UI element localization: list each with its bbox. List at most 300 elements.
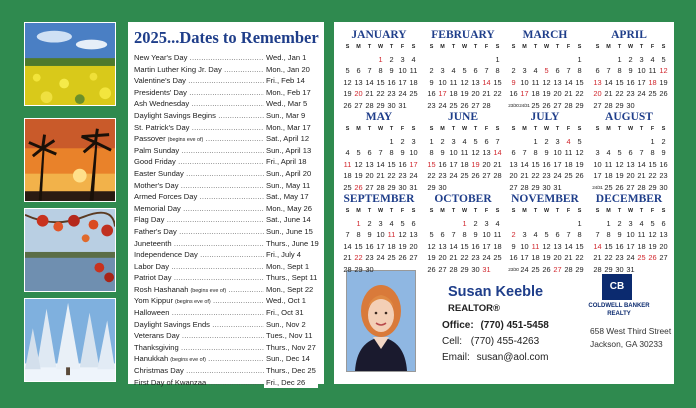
weekday-label: S	[577, 126, 582, 132]
day-cell: 1	[606, 218, 611, 228]
day-cell: 8	[650, 148, 655, 157]
day-cell: 4	[451, 66, 456, 75]
holiday-row	[134, 52, 318, 64]
day-cell: 30	[659, 182, 668, 192]
holiday-date: Thurs., Nov 27	[264, 342, 318, 354]
day-cell: 26	[615, 182, 624, 192]
empty-cell	[481, 54, 492, 66]
day-cell: 7	[566, 66, 571, 75]
day-cell: 1	[617, 54, 622, 64]
day-cell: 9	[400, 148, 405, 157]
day-cell: 7	[595, 230, 600, 239]
day-cell: 29	[575, 264, 584, 274]
day-cell: 18	[604, 171, 613, 180]
month-name: JANUARY	[351, 29, 407, 41]
holiday-name	[134, 87, 264, 99]
holiday-name	[134, 261, 264, 273]
holiday-name	[134, 284, 264, 296]
day-cell: 19	[471, 159, 480, 169]
day-cell: 14	[482, 77, 491, 87]
day-cell: 4	[533, 66, 538, 75]
holiday-date: Sun., June 15	[264, 226, 318, 238]
day-cell: 30	[615, 264, 624, 274]
holiday-date: Wed., Jan 1	[264, 52, 318, 64]
weekday-label: S	[595, 44, 600, 50]
holiday-name-text: Valentine's Day	[134, 76, 186, 86]
empty-cell	[375, 136, 386, 148]
month-february	[424, 28, 502, 111]
month-name: JUNE	[447, 111, 479, 123]
day-cell: 29	[615, 100, 624, 110]
day-cell: 15	[460, 241, 469, 251]
day-cell: 25	[449, 100, 458, 110]
day-cell: 4	[462, 136, 467, 146]
weekday-label: T	[473, 126, 478, 132]
day-cell: 29	[604, 264, 613, 274]
day-cell: 5	[661, 54, 666, 64]
holiday-name	[134, 52, 264, 64]
holiday-name	[134, 307, 264, 319]
weekday-label: T	[367, 208, 372, 214]
day-cell: 13	[553, 77, 562, 87]
day-cell: 3	[595, 148, 600, 157]
holiday-name-text: Halloween	[134, 308, 170, 318]
day-cell: 2	[544, 136, 549, 146]
day-cell: 31	[409, 182, 418, 192]
day-cell: 10	[626, 230, 635, 239]
day-cell: 9	[440, 148, 445, 157]
day-cell: 17	[438, 89, 447, 98]
holiday-date: Thurs., June 19	[266, 238, 319, 248]
cell-label: Cell:	[442, 336, 463, 347]
day-cell: 9	[661, 148, 666, 157]
day-cell: 17	[398, 77, 407, 87]
day-cell: 21	[564, 253, 573, 262]
day-cell: 10	[520, 77, 529, 87]
month-march	[506, 28, 584, 111]
weekday-label: T	[389, 126, 394, 132]
day-cell: 25	[493, 253, 502, 262]
holiday-name-text: First Day of Kwanzaa	[134, 377, 207, 387]
holiday-name	[134, 133, 264, 145]
day-cell: 22	[575, 253, 584, 262]
day-cell: 9	[617, 230, 622, 239]
weekday-label: S	[595, 126, 600, 132]
month-october	[424, 192, 502, 275]
day-cell: 8	[462, 230, 467, 239]
empty-cell	[592, 136, 603, 148]
weekday-label: S	[495, 44, 500, 50]
day-cell: 12	[542, 77, 551, 87]
day-cell: 23	[626, 89, 635, 98]
holiday-row	[134, 353, 318, 365]
month-grid	[426, 42, 502, 111]
day-cell: 2	[628, 54, 633, 64]
weekday-label: M	[522, 208, 527, 214]
holiday-name	[134, 214, 264, 226]
month-may	[340, 110, 418, 193]
day-cell: 3	[400, 54, 405, 64]
day-cell: 23	[398, 171, 407, 180]
month-name: DECEMBER	[595, 193, 663, 205]
day-cell: 8	[429, 148, 434, 157]
holiday-list	[134, 52, 318, 388]
day-cell: 10	[376, 230, 385, 239]
day-cell: 2	[440, 136, 445, 146]
day-cell: 23	[659, 171, 668, 180]
day-cell: 24	[398, 89, 407, 98]
month-grid	[342, 124, 418, 193]
day-cell: 6	[628, 148, 633, 157]
weekday-label: W	[377, 44, 384, 50]
day-cell: 27	[438, 264, 447, 274]
month-name: MARCH	[522, 29, 568, 41]
holiday-date: Sat., May 17	[264, 191, 318, 203]
day-cell: 27	[354, 100, 363, 110]
day-cell: 11	[449, 77, 458, 87]
agent-photo	[346, 270, 416, 372]
weekday-label: F	[566, 44, 571, 50]
day-cell: 11	[531, 77, 540, 87]
email-label: Email:	[442, 352, 470, 363]
day-cell: 15	[648, 159, 657, 169]
day-cell: 2	[429, 66, 434, 75]
day-cell: 14	[449, 241, 458, 251]
day-cell: 27	[593, 100, 602, 110]
day-cell: 23	[542, 171, 551, 180]
weekday-label: F	[484, 126, 489, 132]
day-cell: 4	[606, 148, 611, 157]
month-name: NOVEMBER	[511, 193, 579, 205]
day-cell: 11	[531, 241, 540, 251]
day-cell: 15	[575, 241, 584, 251]
day-cell: 25	[648, 89, 657, 98]
holiday-row	[134, 180, 318, 192]
day-cell: 19	[460, 89, 469, 98]
day-cell: 22	[648, 171, 657, 180]
day-cell: 14	[493, 148, 502, 157]
holiday-name-text: Good Friday	[134, 157, 176, 167]
weekday-label: S	[429, 208, 434, 214]
day-cell: 10	[593, 159, 602, 169]
day-cell: 13	[365, 159, 374, 169]
day-cell: 15	[387, 159, 396, 169]
holiday-name	[134, 156, 264, 168]
holiday-name	[134, 272, 264, 284]
day-cell: 14	[343, 241, 352, 251]
day-cell: 28	[564, 100, 573, 110]
empty-cell	[364, 54, 375, 66]
weekday-label: F	[484, 208, 489, 214]
empty-cell	[563, 54, 574, 66]
day-cell: 11	[564, 148, 573, 157]
holiday-row	[134, 145, 318, 157]
holiday-name-text: Labor Day	[134, 261, 170, 271]
day-cell: 9	[544, 148, 549, 157]
empty-cell	[470, 54, 481, 66]
day-cell: 16	[659, 159, 668, 169]
day-cell: 3	[639, 54, 644, 64]
day-cell: 11	[637, 230, 646, 239]
day-cell: 24	[409, 171, 418, 180]
weekday-label: F	[400, 208, 405, 214]
day-cell: 27	[626, 182, 635, 192]
day-cell: 22	[531, 171, 540, 180]
email-address[interactable]: susan@aol.com	[476, 352, 549, 363]
weekday-label: T	[451, 208, 456, 214]
holiday-row	[134, 87, 318, 99]
day-cell: 17	[553, 159, 562, 169]
empty-cell	[519, 218, 530, 230]
holiday-name-text: Independence Day	[134, 250, 198, 260]
day-cell: 14	[604, 77, 613, 87]
day-cell: 28	[365, 100, 374, 110]
weekday-label: W	[543, 126, 550, 132]
day-cell: 26	[354, 182, 363, 192]
day-cell: 6	[555, 230, 560, 239]
weekday-label: F	[650, 208, 655, 214]
day-cell: 21	[449, 253, 458, 262]
day-cell: 21	[493, 159, 502, 169]
day-cell: 4	[345, 148, 350, 157]
day-cell: 25	[409, 89, 418, 98]
day-cell: 17	[593, 171, 602, 180]
email-line	[442, 352, 548, 363]
holiday-name-text: Palm Sunday	[134, 145, 180, 155]
day-cell: 19	[354, 171, 363, 180]
day-cell: 20	[593, 89, 602, 98]
address-line-1: 658 West Third Street	[590, 326, 672, 336]
day-cell: 12	[427, 241, 436, 251]
weekday-label: S	[411, 208, 416, 214]
day-cell: 30	[387, 100, 396, 110]
day-cell: 16	[398, 159, 407, 169]
holiday-row	[134, 319, 318, 331]
day-cell: 27	[553, 264, 562, 274]
day-cell: 15	[531, 159, 540, 169]
day-cell: 29	[354, 264, 363, 274]
holiday-row	[134, 249, 318, 261]
day-cell: 25	[604, 182, 613, 192]
empty-cell	[530, 218, 541, 230]
day-cell: 8	[495, 66, 500, 75]
day-cell: 7	[566, 230, 571, 239]
day-cell: 16	[387, 77, 396, 87]
day-cell: 16	[365, 241, 374, 251]
day-cell: 3	[411, 136, 416, 146]
month-january	[340, 28, 418, 111]
day-cell: 4	[389, 218, 394, 228]
day-cell: 30	[438, 182, 447, 192]
day-cell: 3	[484, 218, 489, 228]
weekday-label: M	[522, 44, 527, 50]
weekday-label: W	[377, 126, 384, 132]
empty-cell	[448, 218, 459, 230]
day-cell: 12	[542, 241, 551, 251]
day-cell: 5	[356, 148, 361, 157]
month-name: SEPTEMBER	[343, 193, 415, 205]
day-cell: 22	[460, 253, 469, 262]
day-cell: 21	[637, 171, 646, 180]
holiday-name	[134, 330, 264, 342]
day-cell: 11	[604, 159, 613, 169]
day-cell: 1	[356, 218, 361, 228]
day-cell: 26	[542, 264, 551, 274]
weekday-label: T	[617, 208, 622, 214]
day-cell: 5	[400, 218, 405, 228]
day-cell: 16	[438, 159, 447, 169]
weekday-label: M	[440, 44, 445, 50]
holiday-row	[134, 133, 318, 145]
weekday-label: T	[451, 44, 456, 50]
holiday-name	[134, 145, 264, 157]
weekday-label: M	[440, 126, 445, 132]
empty-cell	[625, 136, 636, 148]
day-cell: 21	[343, 253, 352, 262]
weekday-label: F	[566, 208, 571, 214]
day-cell: 12	[460, 77, 469, 87]
empty-cell	[519, 54, 530, 66]
month-december	[590, 192, 668, 275]
empty-cell	[508, 54, 519, 66]
day-cell: 15	[493, 77, 502, 87]
day-cell: 3	[451, 136, 456, 146]
holiday-row	[134, 307, 318, 319]
day-cell: 3	[378, 218, 383, 228]
day-cell: 18	[409, 77, 418, 87]
holiday-title: 2025...Dates to Remember	[134, 28, 319, 47]
holiday-name-text: Rosh Hashanah	[134, 284, 189, 294]
day-cell: 10	[482, 230, 491, 239]
day-cell: 5	[473, 136, 478, 146]
holiday-row	[134, 64, 318, 76]
month-name: FEBRUARY	[431, 29, 495, 41]
day-cell: 20	[471, 89, 480, 98]
day-cell: 27	[471, 100, 480, 110]
empty-cell	[614, 136, 625, 148]
holiday-date: Mon., Mar 17	[264, 122, 318, 134]
day-cell: 3	[555, 136, 560, 146]
day-cell: 13	[593, 77, 602, 87]
weekday-label: W	[627, 208, 634, 214]
holiday-name-text: Christmas Day	[134, 366, 184, 376]
month-grid	[592, 206, 668, 275]
holiday-name	[134, 191, 264, 203]
brokerage-subtitle: REALTY	[607, 311, 631, 317]
holiday-row	[134, 377, 318, 389]
holiday-name	[134, 64, 264, 76]
day-cell: 12	[659, 66, 668, 75]
day-cell: 6	[356, 66, 361, 75]
weekday-label: T	[617, 44, 622, 50]
empty-cell	[519, 136, 530, 148]
holiday-name-text: Juneteenth	[134, 238, 172, 248]
holiday-panel	[128, 22, 324, 387]
day-cell: 23/30	[508, 266, 519, 272]
day-cell: 13	[354, 77, 363, 87]
day-cell: 28	[343, 264, 352, 274]
day-cell: 7	[639, 148, 644, 157]
empty-cell	[426, 218, 437, 230]
holiday-row	[134, 214, 318, 226]
month-grid	[592, 124, 668, 193]
day-cell: 18	[449, 89, 458, 98]
photo-autumn-leaves	[24, 208, 116, 292]
day-cell: 20	[659, 241, 668, 251]
weekday-label: M	[606, 44, 611, 50]
weekday-label: F	[650, 126, 655, 132]
month-grid	[508, 124, 584, 193]
holiday-name-text: Flag Day	[134, 215, 165, 225]
holiday-row	[134, 295, 318, 307]
day-cell: 7	[606, 66, 611, 75]
day-cell: 9	[429, 77, 434, 87]
day-cell: 24	[553, 171, 562, 180]
holiday-note: (begins eve of)	[170, 357, 206, 364]
day-cell: 23/30	[508, 102, 519, 108]
day-cell: 5	[617, 148, 622, 157]
day-cell: 4	[495, 218, 500, 228]
day-cell: 24	[626, 253, 635, 262]
day-cell: 10	[520, 241, 529, 251]
month-grid	[508, 206, 584, 275]
weekday-label: S	[411, 44, 416, 50]
holiday-name-text: Armed Forces Day	[134, 192, 198, 202]
office-line	[442, 320, 549, 331]
day-cell: 16	[626, 77, 635, 87]
day-cell: 19	[427, 253, 436, 262]
day-cell: 21	[482, 89, 491, 98]
day-cell: 8	[389, 148, 394, 157]
day-cell: 6	[367, 148, 372, 157]
day-cell: 25	[387, 253, 396, 262]
day-cell: 28	[493, 171, 502, 180]
holiday-name	[134, 203, 264, 215]
day-cell: 9	[628, 66, 633, 75]
day-cell: 20	[553, 253, 562, 262]
agent-name: Susan Keeble	[448, 284, 544, 300]
day-cell: 31	[482, 264, 491, 274]
day-cell: 8	[617, 66, 622, 75]
holiday-name-text: New Year's Day	[134, 53, 188, 62]
holiday-note: (begins eve of)	[174, 299, 211, 306]
day-cell: 15	[354, 241, 363, 251]
day-cell: 12	[471, 148, 480, 157]
day-cell: 28	[376, 182, 385, 192]
holiday-row	[134, 284, 318, 296]
empty-cell	[552, 218, 563, 230]
day-cell: 27	[409, 253, 418, 262]
day-cell: 7	[378, 148, 383, 157]
photo-sunset-palms	[24, 118, 116, 202]
day-cell: 29	[648, 182, 657, 192]
weekday-label: T	[389, 44, 394, 50]
empty-cell	[426, 54, 437, 66]
day-cell: 11	[648, 66, 657, 75]
holiday-name-text: Easter Sunday	[134, 168, 184, 178]
day-cell: 25	[564, 171, 573, 180]
day-cell: 11	[387, 230, 396, 239]
holiday-name	[134, 226, 264, 238]
holiday-date: Tues., Nov 11	[264, 330, 318, 342]
month-july	[506, 110, 584, 193]
holiday-row	[134, 122, 318, 134]
day-cell: 6	[511, 148, 516, 157]
holiday-name-text: Daylight Savings Begins	[134, 110, 216, 120]
day-cell: 2	[617, 218, 622, 228]
day-cell: 4	[639, 218, 644, 228]
weekday-label: M	[356, 126, 361, 132]
